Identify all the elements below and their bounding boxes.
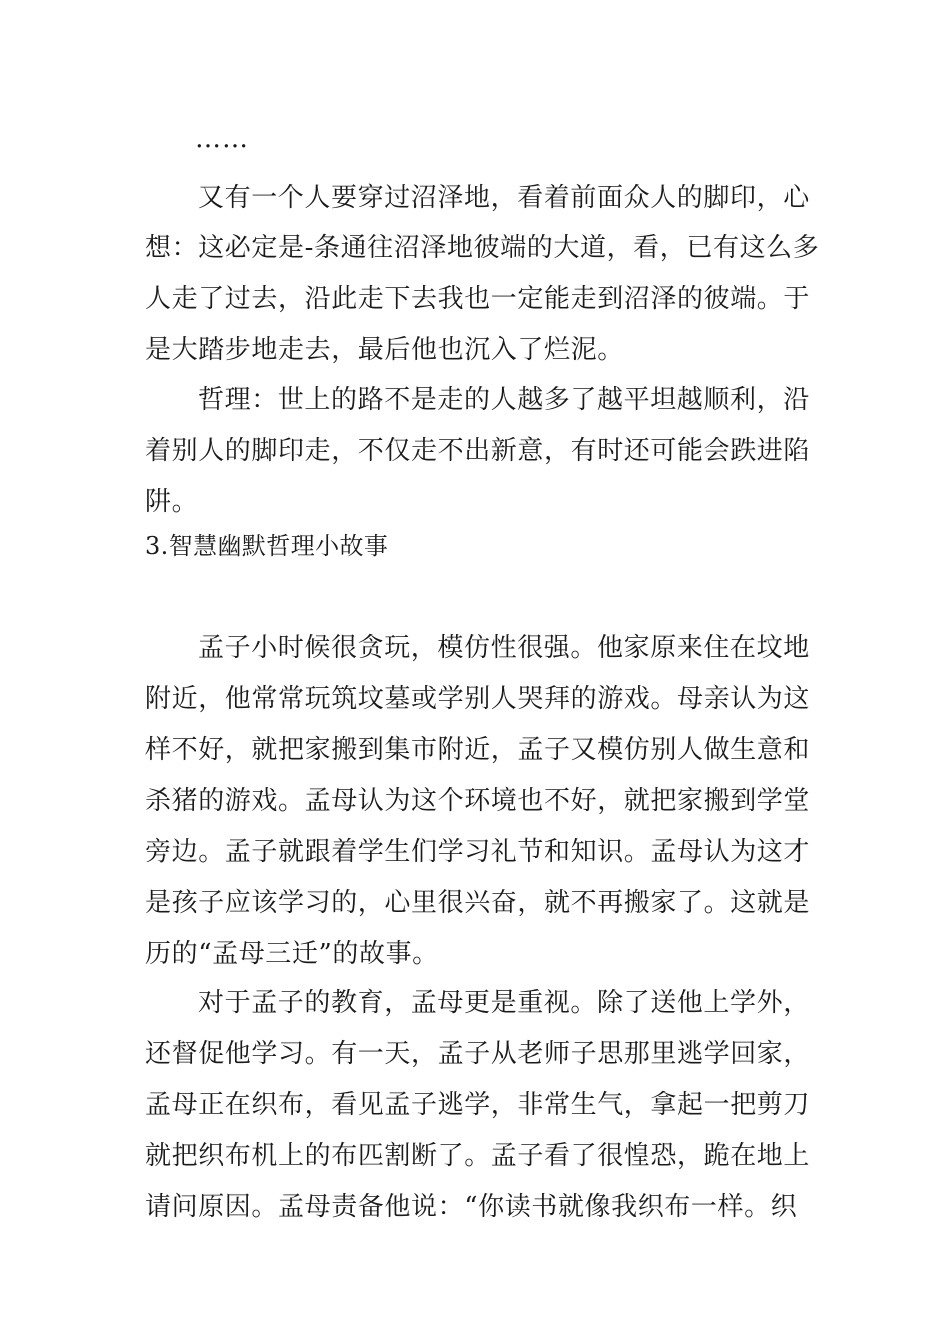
ellipsis-text: …… xyxy=(195,124,249,154)
paragraph-line: 对于孟子的教育，孟母更是重视。除了送他上学外， xyxy=(198,988,810,1018)
paragraph-line: 阱。 xyxy=(145,487,199,517)
paragraph-line: 孟母正在织布，看见孟子逃学，非常生气，拿起一把剪刀 xyxy=(145,1090,811,1120)
paragraph-line: 请问原因。孟母责备他说：“你读书就像我织布一样。织 xyxy=(145,1192,798,1222)
paragraph-line: 历的“孟母三迁”的故事。 xyxy=(145,939,439,969)
paragraph-line: 附近，他常常玩筑坟墓或学别人哭拜的游戏。母亲认为这 xyxy=(145,684,811,714)
paragraph-line: 人走了过去，沿此走下去我也一定能走到沼泽的彼端。于 xyxy=(145,284,811,314)
paragraph-line: 杀猪的游戏。孟母认为这个环境也不好，就把家搬到学堂 xyxy=(145,786,811,816)
paragraph-line: 孟子小时候很贪玩，模仿性很强。他家原来住在坟地 xyxy=(198,633,810,663)
paragraph-line: 哲理：世上的路不是走的人越多了越平坦越顺利，沿 xyxy=(198,385,810,415)
paragraph-line: 是大踏步地走去，最后他也沉入了烂泥。 xyxy=(145,335,624,365)
paragraph-line: 样不好，就把家搬到集市附近，孟子又模仿别人做生意和 xyxy=(145,735,811,765)
paragraph-line: 是孩子应该学习的，心里很兴奋，就不再搬家了。这就是 xyxy=(145,888,811,918)
section-heading: 3.智慧幽默哲理小故事 xyxy=(145,532,389,560)
paragraph-line: 就把织布机上的布匹割断了。孟子看了很惶恐，跪在地上 xyxy=(145,1141,811,1171)
paragraph-line: 又有一个人要穿过沼泽地，看着前面众人的脚印，心 xyxy=(198,183,810,213)
paragraph-line: 还督促他学习。有一天，孟子从老师子思那里逃学回家， xyxy=(145,1039,811,1069)
paragraph-line: 旁边。孟子就跟着学生们学习礼节和知识。孟母认为这才 xyxy=(145,837,811,867)
paragraph-line: 想：这必定是-条通往沼泽地彼端的大道，看，已有这么多 xyxy=(145,233,820,263)
paragraph-line: 着别人的脚印走，不仅走不出新意，有时还可能会跌进陷 xyxy=(145,436,811,466)
